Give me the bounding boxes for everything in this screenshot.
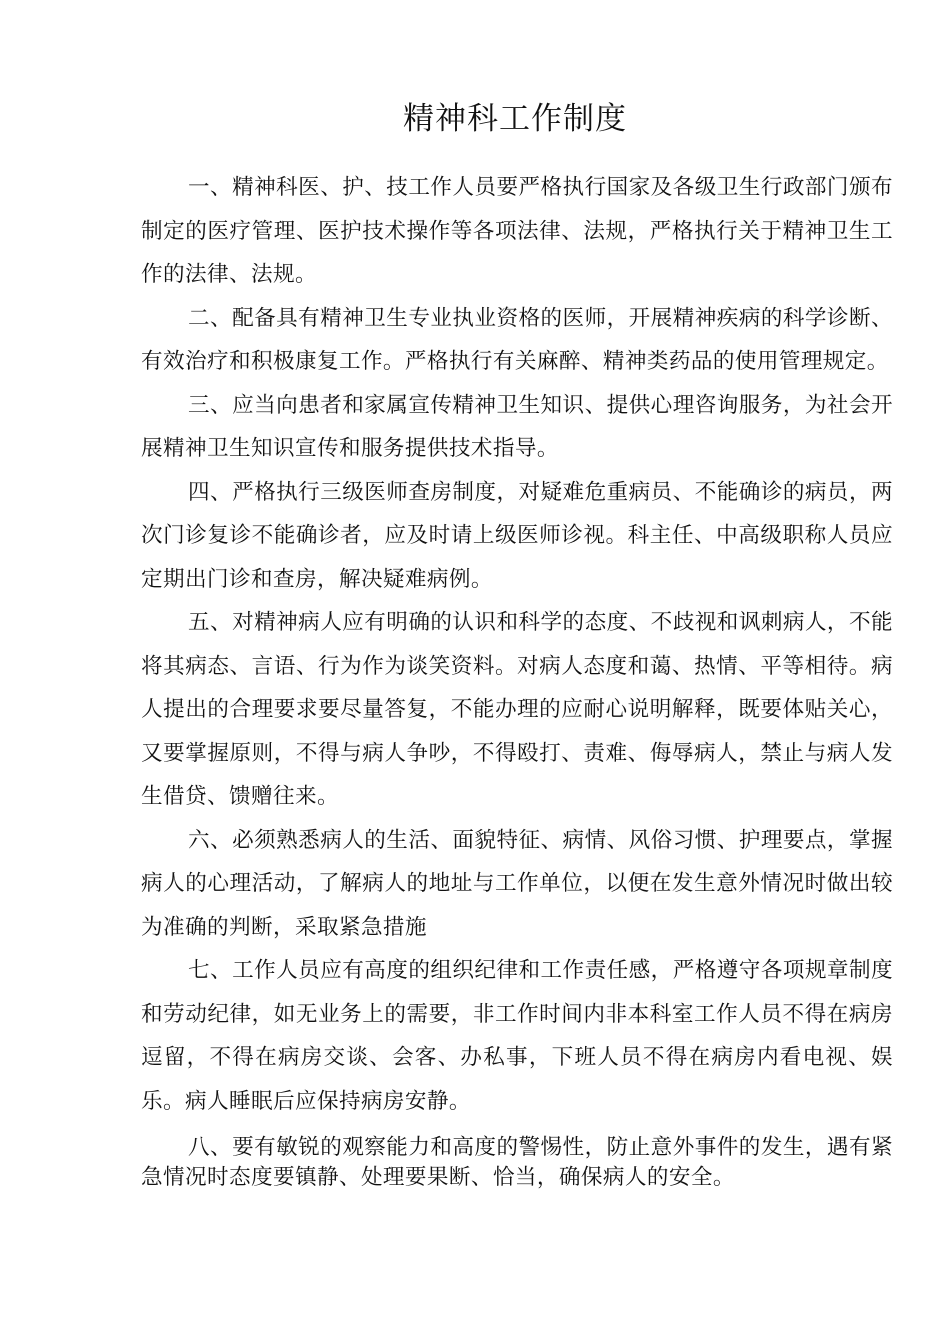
paragraph-4: 四、严格执行三级医师查房制度，对疑难危重病员、不能确诊的病员，两次门诊复诊不能确诊者，应及时请上级医师诊视。科主任、中高级职称人员应定期出门诊和查房，解决疑难病例。 — [141, 479, 893, 592]
document-body — [141, 166, 893, 1193]
page-title: 精神科工作制度 — [403, 101, 627, 137]
paragraph-6: 六、必须熟悉病人的生活、面貌特征、病情、风俗习惯、护理要点，掌握病人的心理活动，了解病人的地址与工作单位，以便在发生意外情况时做出较为准确的判断，采取紧急措施 — [141, 827, 893, 940]
paragraph-3: 三、应当向患者和家属宣传精神卫生知识、提供心理咨询服务，为社会开展精神卫生知识宣传和服务提供技术指导。 — [141, 392, 893, 461]
paragraph-1: 一、精神科医、护、技工作人员要严格执行国家及各级卫生行政部门颁布制定的医疗管理、医护技术操作等各项法律、法规，严格执行关于精神卫生工作的法律、法规。 — [141, 175, 893, 287]
paragraph-5: 五、对精神病人应有明确的认识和科学的态度、不歧视和讽刺病人，不能将其病态、言语、行为作为谈笑资料。对病人态度和蔼、热情、平等相待。病人提出的合理要求要尽量答复，不能办理的应耐心说明解释，既要体贴关心，又要掌握原则，不得与病人争吵，不得殴打、责难、侮辱病人，禁止与病人发生借贷、馈赠往来。 — [141, 610, 893, 809]
paragraph-8: 八、要有敏锐的观察能力和高度的警惕性，防止意外事件的发生，遇有紧急情况时态度要镇静、处理要果断、恰当，确保病人的安全。 — [141, 1135, 893, 1190]
paragraph-7: 七、工作人员应有高度的组织纪律和工作责任感，严格遵守各项规章制度和劳动纪律，如无业务上的需要，非工作时间内非本科室工作人员不得在病房逗留，不得在病房交谈、会客、办私事，下班人员不得在病房内看电视、娱乐。病人睡眠后应保持病房安静。 — [141, 958, 893, 1114]
paragraph-2: 二、配备具有精神卫生专业执业资格的医师，开展精神疾病的科学诊断、有效治疗和积极康复工作。严格执行有关麻醉、精神类药品的使用管理规定。 — [141, 305, 893, 374]
